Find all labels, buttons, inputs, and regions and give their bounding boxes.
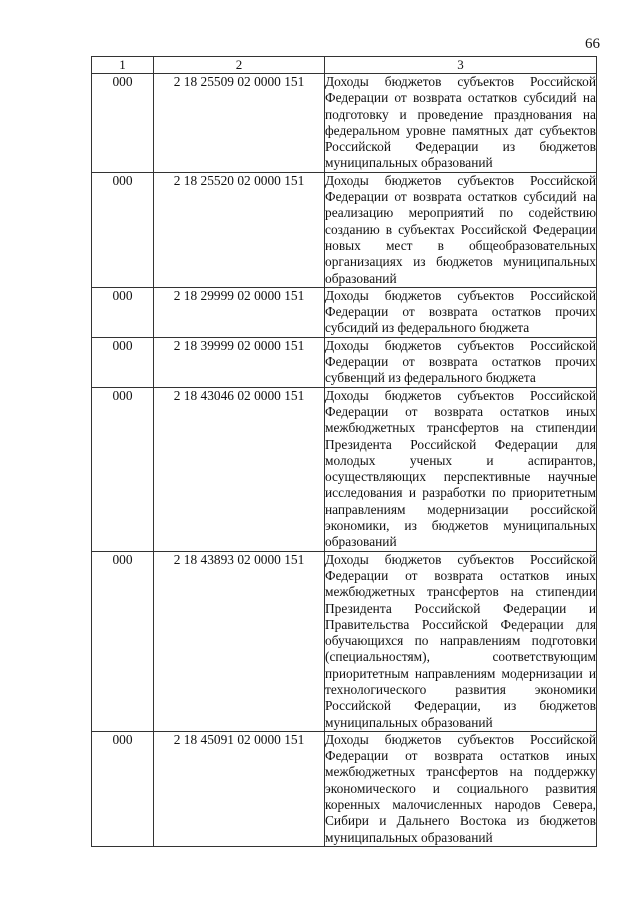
budget-classification-table [91,56,597,847]
revenue-code-cell: 2 18 29999 02 0000 151 [154,287,325,337]
revenue-name-cell: Доходы бюджетов субъектов Российской Федерации от возврата остатков иных межбюджетных трансфертов на стипендии Президента Российской Федерации и Правительства Российской Федерации для обучающихся по направлениям подготовки (специальностям), соответствующим приоритетным направлениям модернизации и технологического развития экономики Российской Федерации, из бюджетов муниципальных образований [325,551,596,730]
table-row [92,337,597,387]
admin-code-cell: 000 [92,172,154,287]
revenue-code-cell: 2 18 43046 02 0000 151 [154,387,325,551]
table-header-row [92,57,597,74]
column-header-1: 1 [92,57,154,74]
revenue-code-cell: 2 18 39999 02 0000 151 [154,337,325,387]
table-row [92,287,597,337]
admin-code-cell: 000 [92,387,154,551]
revenue-name-cell: Доходы бюджетов субъектов Российской Федерации от возврата остатков прочих субсидий из федерального бюджета [325,287,596,336]
column-header-2: 2 [154,57,325,74]
table-row [92,551,597,731]
revenue-name-cell: Доходы бюджетов субъектов Российской Федерации от возврата остатков иных межбюджетных трансфертов на поддержку экономического и социального развития коренных малочисленных народов Севера, Сибири и Дальнего Востока из бюджетов муниципальных образований [325,731,596,845]
revenue-code-cell: 2 18 25509 02 0000 151 [154,74,325,173]
revenue-name-cell: Доходы бюджетов субъектов Российской Федерации от возврата остатков субсидий на реализацию мероприятий по содействию созданию в субъектах Российской Федерации новых мест в общеобразовательных организациях из бюджетов муниципальных образований [325,172,596,286]
revenue-code-cell: 2 18 43893 02 0000 151 [154,551,325,731]
table-row [92,172,597,287]
revenue-code-cell: 2 18 45091 02 0000 151 [154,731,325,846]
table-row [92,387,597,551]
admin-code-cell: 000 [92,337,154,387]
admin-code-cell: 000 [92,551,154,731]
admin-code-cell: 000 [92,74,154,173]
admin-code-cell: 000 [92,731,154,846]
revenue-name-cell: Доходы бюджетов субъектов Российской Федерации от возврата остатков субсидий на подготовку и проведение празднования на федеральном уровне памятных дат субъектов Российской Федерации из бюджетов муниципальных образований [325,74,596,171]
admin-code-cell: 000 [92,287,154,337]
revenue-name-cell: Доходы бюджетов субъектов Российской Федерации от возврата остатков прочих субвенций из федерального бюджета [325,337,596,386]
table-row [92,731,597,846]
page-number: 66 [585,36,600,52]
revenue-name-cell: Доходы бюджетов субъектов Российской Федерации от возврата остатков иных межбюджетных трансфертов на стипендии Президента Российской Федерации для молодых ученых и аспирантов, осуществляющих перспективные научные исследования и разработки по приоритетным направлениям модернизации российской экономики, из бюджетов муниципальных образований [325,387,596,550]
column-header-3: 3 [325,57,597,74]
revenue-code-cell: 2 18 25520 02 0000 151 [154,172,325,287]
table-row [92,74,597,173]
